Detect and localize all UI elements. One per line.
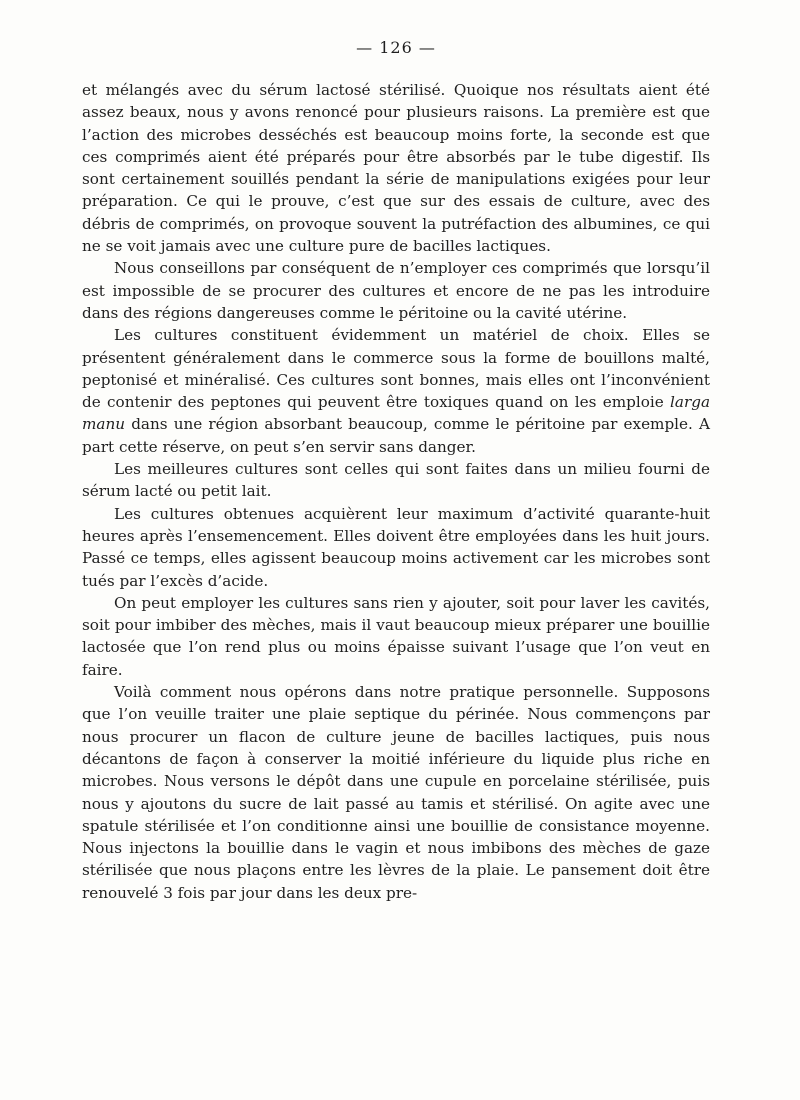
paragraph-continuation: et mélangés avec du sérum lactosé stérilisé. Quoique nos résultats aient été assez beaux, nous y avons renoncé pour plusieurs raisons. La première est que l’action des microbes desséchés est beaucoup moins forte, la seconde est que ces comprimés aient été préparés pour être absorbés par le tube digestif. Ils sont certainement souillés pendant la série de manipulations exigées pour leur préparation. Ce qui le prouve, c’est que sur des essais de culture, avec des débris de comprimés, on provoque souvent la putréfaction des albumines, ce qui ne se voit jamais avec une culture pure de bacilles lactiques.	[82, 81, 710, 256]
paragraph-best-cultures: Les meilleures cultures sont celles qui sont faites dans un milieu fourni de sérum lacté ou petit lait.	[82, 460, 710, 501]
document-page	[82, 36, 710, 1076]
page-number: — 126 —	[356, 38, 436, 57]
paragraph-procedure: Voilà comment nous opérons dans notre pratique personnelle. Supposons que l’on veuille traiter une plaie septique du périnée. Nous commençons par nous procurer un flacon de culture jeune de bacilles lactiques, puis nous décantons de façon à conserver la moitié inférieure du liquide plus riche en microbes. Nous versons le dépôt dans une cupule en porcelaine stérilisée, puis nous y ajoutons du sucre de lait passé au tamis et stérilisé. On agite avec une spatule stérilisée et l’on conditionne ainsi une bouillie de consistance moyenne. Nous injectons la bouillie dans le vagin et nous imbibons des mèches de gaze stérilisée que nous plaçons entre les lèvres de la plaie. Le pansement doit être renouvelé 3 fois par jour dans les deux pre-	[82, 683, 710, 902]
paragraph-cultures	[82, 324, 710, 458]
paragraph-usage: On peut employer les cultures sans rien y ajouter, soit pour laver les cavités, soit pour imbiber des mèches, mais il vaut beaucoup mieux préparer une bouillie lactosée que l’on rend plus ou moins épaisse suivant l’usage que l’on veut en faire.	[82, 593, 710, 679]
paragraph-cultures-start: Les cultures constituent évidemment un matériel de choix. Elles se présentent généralement dans le commerce sous la forme de bouillons malté, peptonisé et minéralisé. Ces cultures sont bonnes, mais elles ont l’inconvénient de contenir des peptones qui peuvent être toxiques quand on les emploie	[82, 326, 710, 412]
paragraph-cultures-end: dans une région absorbant beaucoup, comme le péritoine par exemple. A part cette réserve, on peut s’en servir sans danger.	[82, 415, 710, 456]
paragraph-advice: Nous conseillons par conséquent de n’employer ces comprimés que lorsqu’il est impossible de se procurer des cultures et encore de ne pas les introduire dans des régions dangereuses comme le péritoine ou la cavité utérine.	[82, 259, 710, 322]
paragraph-activity: Les cultures obtenues acquièrent leur maximum d’activité quarante-huit heures après l’ensemencement. Elles doivent être employées dans les huit jours. Passé ce temps, elles agissent beaucoup moins activement car les microbes sont tués par l’excès d’acide.	[82, 504, 710, 590]
paragraph-cultures-italic: larga manu	[82, 393, 710, 434]
